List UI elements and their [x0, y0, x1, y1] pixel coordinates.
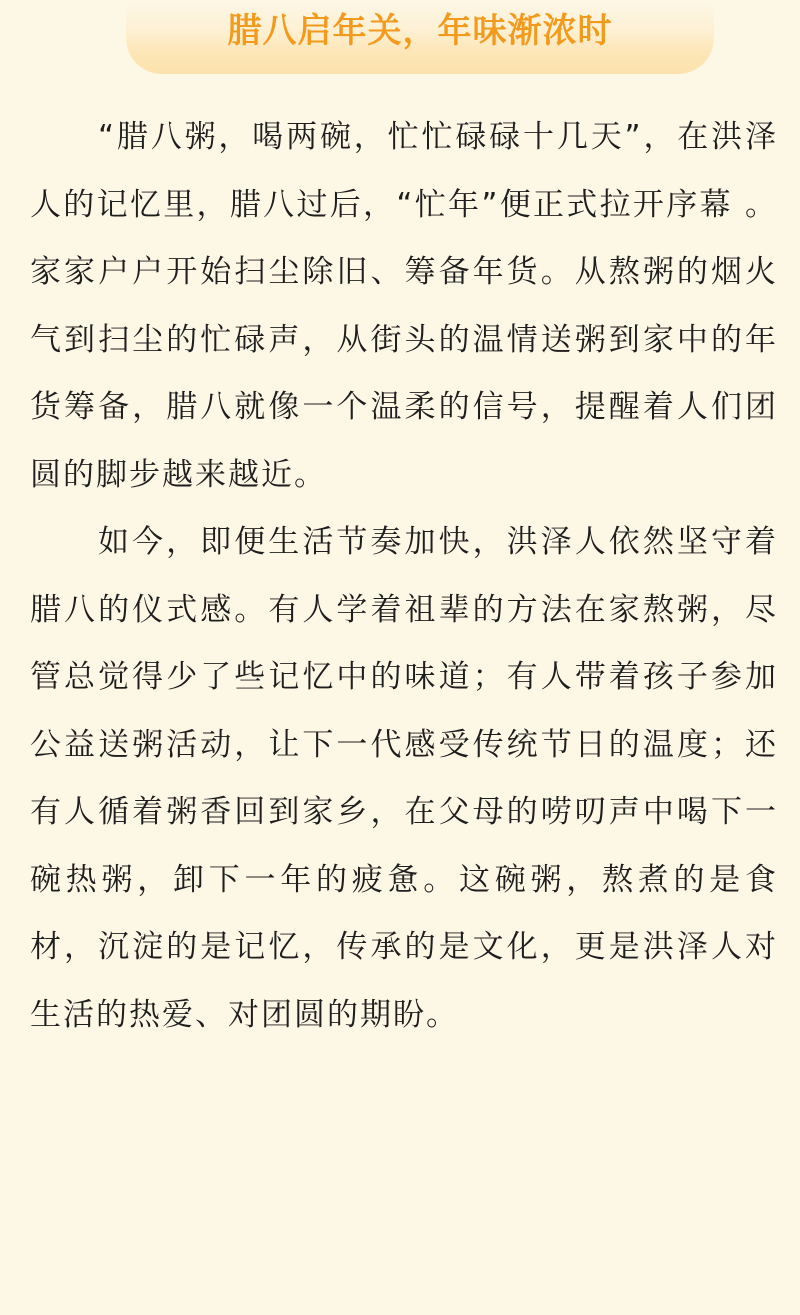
article-body [30, 104, 778, 1049]
paragraph-2: 如今，即便生活节奏加快，洪泽人依然坚守着腊八的仪式感。有人学着祖辈的方法在家熬粥，尽管总觉得少了些记忆中的味道；有人带着孩子参加公益送粥活动，让下一代感受传统节日的温度；还有人循着粥香回到家乡，在父母的唠叨声中喝下一碗热粥，卸下一年的疲惫。这碗粥，熬煮的是食材，沉淀的是记忆，传承的是文化，更是洪泽人对生活的热爱、对团圆的期盼。 [30, 524, 778, 1033]
paragraph-1: “腊八粥，喝两碗，忙忙碌碌十几天”，在洪泽人的记忆里，腊八过后，“忙年”便正式拉开序幕 。家家户户开始扫尘除旧、筹备年货。从熬粥的烟火气到扫尘的忙碌声，从街头的温情送粥到家中的年货筹备，腊八就像一个温柔的信号，提醒着人们团圆的脚步越来越近。 [30, 119, 778, 493]
article-title: 腊八启年关，年味渐浓时 [227, 11, 613, 51]
title-banner [126, 0, 714, 74]
